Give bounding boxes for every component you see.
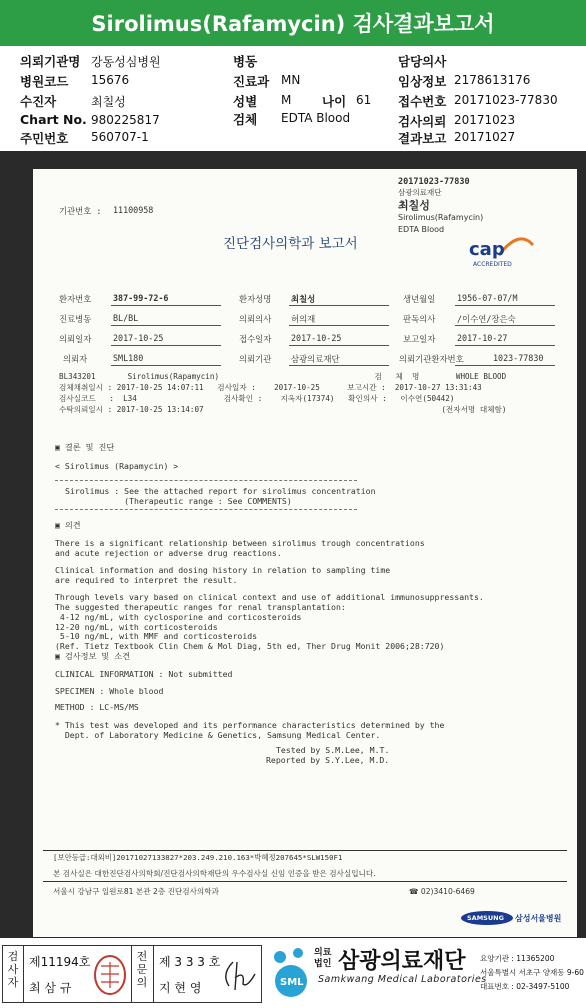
hdr-label-receipt-date: 접수일자 [239,334,272,344]
underline [289,325,389,326]
hdr-label-reading-doctor: 판독의사 [403,314,436,324]
hdr-value-requesting-org: 삼광의료재단 [291,354,340,364]
cap-accredited-text: ACCREDITED [473,261,512,268]
info-value-request-date: 20171023 [454,113,516,127]
inspector-label: 검사자 [7,950,19,989]
sml-logo-icon [268,945,314,999]
hdr-value-requester: SML180 [113,353,144,363]
detail-line: 검체채취일시 : 2017-10-25 14:07:11 검사일자 : 2017-10-25 보고시간 : 2017-10-27 13:31:43 [59,383,482,392]
underline [455,365,555,366]
divider [23,946,24,1002]
hdr-label-org-patient-no: 의뢰기관환자번호 [399,354,464,364]
inspector-seal-icon [93,954,127,996]
info-value-hospital-code: 15676 [91,73,130,87]
sticker-receipt-no: 20171023-77830 [398,177,470,187]
info-value-resident-no: 560707-1 [91,130,149,144]
lab-address: 서울시 강남구 일원로81 본관 2층 진단검사의학과 [53,887,219,896]
institution-no: 11100958 [113,205,154,215]
info-value-institution: 강동성심병원 [91,55,161,69]
result-test-name: < Sirolimus (Rapamycin) > [55,461,179,471]
detail-line: BL343201 Sirolimus(Rapamycin) 검 체 명 WHOLE BLOOD [59,372,507,381]
hdr-label-requester: 의뢰자 [63,354,88,364]
specialist-license-no: 제 3 3 3 호 [159,955,221,969]
specialist-name: 지 현 영 [159,981,202,995]
divider [153,946,154,1002]
report-title-bar [0,0,586,46]
section-result-heading: ▣ 결론 및 진단 [55,442,115,452]
security-line: [보안등급:대외비]20171027133827*203.249.210.163*박혜정207645*SLW150F1 [53,853,343,862]
hdr-value-ward: BL/BL [113,313,139,323]
section-opinion-heading: ▣ 의견 [55,520,81,530]
info-label-report-date: 결과보고 [398,131,447,146]
hdr-value-ordering-doctor: 허의재 [291,314,316,324]
report-title: Sirolimus(Rafamycin) 검사결과보고서 [91,12,495,36]
specialist-label: 전문의 [136,950,148,989]
hdr-label-report-date: 보고일자 [403,334,436,344]
institution-no-label: 기관번호 : [59,206,102,216]
info-value-chart-no: 980225817 [91,113,160,127]
info-value-age: 61 [356,93,372,107]
info-label-clinical-info: 임상정보 [398,74,447,89]
detail-line: 검사실코드 : L34 검사확인 : 지옥자(17374) 확인의사 : 이수연(50442) [59,394,455,403]
underline [455,345,555,346]
info-value-patient: 최칠성 [91,95,126,109]
lab-phone: ☎ 02)3410-6469 [409,887,475,896]
underline [111,325,221,326]
cap-logo-text: cap [469,239,505,260]
sml-logo-text: SML [280,977,304,988]
lab-name: 삼광의료재단 [338,949,466,974]
info-value-sex: M [281,93,292,107]
opinion-paragraph: Clinical information and dosing history in relation to sampling time are required to interpret the result. [55,565,391,585]
info-label-department: 진료과 [233,74,270,89]
footer-divider [43,850,567,851]
hdr-value-org-patient-no: 1023-77830 [493,353,544,363]
info-value-receipt-no: 20171023-77830 [454,93,558,107]
info-label-resident-no: 주민번호 [20,131,69,146]
hdr-label-patient-name: 환자성명 [239,294,272,304]
hdr-value-patient-no: 387-99-72-6 [113,293,169,303]
info-label-hospital-code: 병원코드 [20,74,69,89]
info-label-doctor: 담당의사 [398,54,447,69]
info-label-age: 나이 [322,94,347,109]
result-line: Sirolimus : See the attached report for sirolimus concentration [65,486,376,496]
hdr-value-request-date: 2017-10-25 [113,333,164,343]
signature-box [2,945,262,1003]
underline [455,305,555,306]
opinion-paragraph: There is a significant relationship between sirolimus trough concentrations and acute rejection or adverse drug reactions. [55,538,425,558]
info-label-sex: 성별 [233,94,258,109]
underline [111,365,221,366]
section-info-heading: ▣ 검사정보 및 소견 [55,651,131,661]
hdr-label-request-date: 의뢰일자 [59,334,92,344]
sticker-test: Sirolimus(Rafamycin) [398,213,484,222]
specialist-signature-icon [219,954,259,996]
specimen-line: SPECIMEN : Whole blood [55,686,164,696]
hdr-label-ordering-doctor: 의뢰의사 [239,314,272,324]
hdr-label-birth: 생년월일 [403,294,436,304]
detail-line: 수탁의뢰일시 : 2017-10-25 13:14:07 (전자서명 대체함) [59,405,507,414]
sticker-org: 삼광의료재단 [398,188,442,197]
info-label-request-date: 검사의뢰 [398,114,447,129]
info-value-specimen: EDTA Blood [281,111,351,125]
footer-divider [43,881,567,882]
info-label-specimen: 검체 [233,112,258,127]
patient-info-grid [0,50,586,150]
samsung-hospital-name: 삼성서울병원 [515,914,562,923]
inspector-license-no: 제11194호 [29,955,91,969]
opinion-paragraph: Through levels vary based on clinical context and use of additional immunosuppressants. The suggested therapeutic ranges for renal transplantation: 4-12 ng/mL, with cyclosporine and corticosteroids 12-20 ng/mL, with corticosteroids 5-10 ng/mL, with MMF and corticosteroids (Ref. Tietz Textbook Clin Chem & Mol Diag, 5th ed, Ther Drug Monit 2006;28:720) [55,592,484,652]
lab-english-name: Samkwang Medical Laboratories [318,974,487,985]
info-label-patient: 수진자 [20,94,57,109]
info-label-chart-no: Chart No. [20,112,87,127]
method-line: METHOD : LC-MS/MS [55,702,139,712]
development-note: * This test was developed and its performance characteristics determined by the Dept. of Laboratory Medicine & Genetics, Samsung Medical Center. [55,720,445,740]
samsung-wordmark: SAMSUNG [467,914,504,922]
info-label-receipt-no: 접수번호 [398,94,447,109]
scanned-report [33,169,577,937]
report-heading: 진단검사의학과 보고서 [223,236,358,252]
dashed-divider [55,509,357,510]
underline [111,345,221,346]
hdr-label-requesting-org: 의뢰기관 [239,354,272,364]
info-value-department: MN [281,73,301,87]
clinical-information: CLINICAL INFORMATION : Not submitted [55,669,233,679]
underline [289,365,389,366]
info-label-ward: 병동 [233,54,258,69]
lab-phone-footer: 대표번호 : 02-3497-5100 [480,982,570,991]
hdr-value-reading-doctor: /이수연/장은숙 [457,314,516,324]
info-value-report-date: 20171027 [454,130,516,144]
sticker-patient-name: 최칠성 [398,199,430,212]
underline [289,345,389,346]
underline [455,325,555,326]
hdr-label-ward: 진료병동 [59,314,92,324]
underline [111,305,221,306]
sticker-specimen: EDTA Blood [398,225,445,234]
result-line: (Therapeutic range : See COMMENTS) [65,496,292,506]
tested-by: Tested by S.M.Lee, M.T. [276,745,390,755]
lab-org-code: 요양기관 : 11365200 [480,954,555,963]
lab-address-footer: 서울특별시 서초구 양재동 9-60 [480,968,584,977]
underline [289,305,389,306]
dashed-divider [55,480,357,481]
hdr-label-patient-no: 환자번호 [59,294,92,304]
accreditation-line: 본 검사실은 대한진단검사의학회/진단검사의학재단의 우수검사실 신임 인증을 받은 검사실입니다. [53,869,376,878]
hdr-value-report-date: 2017-10-27 [457,333,508,343]
hdr-value-patient-name: 최칠성 [291,294,316,304]
hdr-value-birth: 1956-07-07/M [457,293,518,303]
info-value-clinical-info: 2178613176 [454,73,531,87]
hdr-value-receipt-date: 2017-10-25 [291,333,342,343]
info-label-institution: 의뢰기관명 [20,54,81,69]
legal-entity-label: 의료 법인 [314,948,332,969]
reported-by: Reported by S.Y.Lee, M.D. [266,755,390,765]
inspector-name: 최 삼 규 [29,981,72,995]
